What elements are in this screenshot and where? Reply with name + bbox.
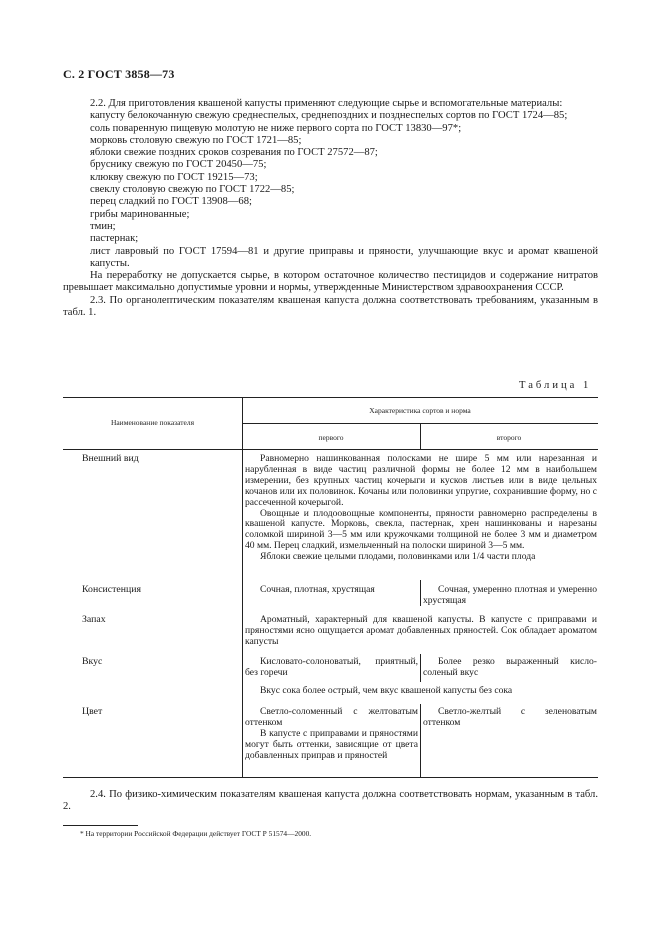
color-divider: [420, 704, 421, 777]
table-top-rule: [63, 397, 598, 398]
consistency-divider: [420, 580, 421, 606]
table-bottom-rule: [63, 777, 598, 778]
section-2-4: [63, 789, 598, 814]
taste-first-text: Кисловато-солоноватый, приятный, без горечи: [245, 656, 418, 678]
paragraph-2-2: 2.2. Для приготовления квашеной капусты применяют следующие сырье и вспомогательные материалы:: [90, 98, 563, 109]
list-item: тмин;: [90, 220, 116, 232]
page-header: С. 2 ГОСТ 3858—73: [63, 67, 175, 81]
taste-second-text: Более резко выраженный кисло-соленый вкус: [423, 656, 597, 678]
list-item: соль поваренную пищевую молотую не ниже первого сорта по ГОСТ 13830—97*;: [90, 122, 462, 134]
column-header-first: первого: [318, 433, 344, 442]
list-item: яблоки свежие поздних сроков созревания по ГОСТ 27572—87;: [90, 147, 378, 159]
taste-divider: [420, 654, 421, 682]
row-name-color: Цвет: [82, 706, 103, 717]
cell-color-first: [245, 707, 418, 762]
cell-taste-common: Вкус сока более острый, чем вкус квашеной капусты без сока: [260, 685, 513, 696]
materials-list: [63, 110, 598, 270]
appearance-text-3: Яблоки свежие целыми плодами, половинками или 1/4 части плода: [260, 551, 536, 563]
cell-consistency-first: Сочная, плотная, хрустящая: [260, 584, 375, 595]
paragraph-pesticides: На переработку не допускается сырье, в котором остаточное количество пестицидов и содержание нитратов превышает максимально допустимые уровни и нормы, утвержденные Министерством здравоохранения СССР.: [63, 270, 598, 294]
cell-color-second: [423, 707, 597, 729]
column-header-second: второго: [496, 433, 522, 442]
list-item: пастернак;: [90, 233, 139, 245]
footnote: * На территории Российской Федерации действует ГОСТ Р 51574—2000.: [80, 829, 312, 838]
color-first-text: Светло-соломенный с желтоватым оттенком: [245, 706, 418, 728]
list-item: лист лавровый по ГОСТ 17594—81 и другие приправы и пряности, улучшающие вкус и аромат квашеной капусты.: [90, 245, 598, 269]
consistency-second-text: Сочная, умеренно плотная и умеренно хрустящая: [423, 584, 597, 606]
appearance-text-1: Равномерно нашинкованная полосками не шире 5 мм или нарезанная и нарубленная в виде частиц различной формы не более 12 мм в наибольшем измерении, без крупных частиц кочерыги и кусков листьев или в виде цельных кочанов или их половинок. Кочаны или половинки упругие, сохранившие форму, но с рассеченной кочерыгой.: [245, 453, 597, 508]
paragraph-2-4: 2.4. По физико-химическим показателям квашеная капуста должна соответствовать нормам, указанным в табл. 2.: [63, 789, 598, 813]
row-name-consistency: Консистенция: [82, 584, 141, 595]
column-header-name: Наименование показателя: [110, 418, 195, 427]
smell-text: Ароматный, характерный для квашеной капусты. В капусте с приправами и пряностями ясно ощущается аромат добавленных пряностей. Сок обладает ароматом капусты: [245, 614, 597, 647]
list-item: клюкву свежую по ГОСТ 19215—73;: [90, 171, 258, 183]
table-caption: Таблица 1: [519, 380, 592, 391]
section-2-2: [63, 98, 598, 319]
table-column-divider: [242, 397, 243, 777]
footnote-rule: [63, 825, 138, 826]
list-item: перец сладкий по ГОСТ 13908—68;: [90, 196, 252, 208]
paragraph-2-3: 2.3. По органолептическим показателям квашеная капуста должна соответствовать требованиям, указанным в табл. 1.: [63, 294, 598, 319]
row-name-smell: Запах: [82, 614, 106, 625]
row-name-appearance: Внешний вид: [82, 453, 139, 464]
column-header-group: Характеристика сортов и норма: [369, 406, 471, 415]
header-bottom-rule: [63, 449, 598, 450]
cell-taste-second: [423, 657, 597, 679]
list-item: бруснику свежую по ГОСТ 20450—75;: [90, 159, 267, 171]
appearance-text-2: Овощные и плодоовощные компоненты, пряности равномерно распределены в квашеной капусте. Морковь, свекла, пастернак, хрен нашинкованы и нарезаны соломкой шириной 3—5 мм или кружочками толщиной не более 3 мм и диаметром 40 мм. Перец сладкий, измельченный на полоски шириной 3—5 мм.: [245, 507, 597, 552]
row-name-taste: Вкус: [82, 656, 103, 667]
cell-smell: [245, 615, 597, 648]
cell-taste-first: [245, 657, 418, 679]
list-item: морковь столовую свежую по ГОСТ 1721—85;: [90, 134, 302, 146]
cell-appearance: [245, 454, 597, 563]
cell-consistency-second: [423, 585, 597, 607]
color-first-text-2: В капусте с приправами и пряностями могут быть оттенки, зависящие от цвета добавленных приправ и пряностей: [245, 727, 418, 761]
list-item: капусту белокочанную свежую среднеспелых, среднепоздних и позднеспелых сортов по ГОСТ 1724—85;: [90, 110, 568, 122]
list-item: грибы маринованные;: [90, 208, 190, 220]
color-second-text: Светло-желтый с зеленоватым оттенком: [423, 706, 597, 728]
list-item: свеклу столовую свежую по ГОСТ 1722—85;: [90, 184, 295, 196]
